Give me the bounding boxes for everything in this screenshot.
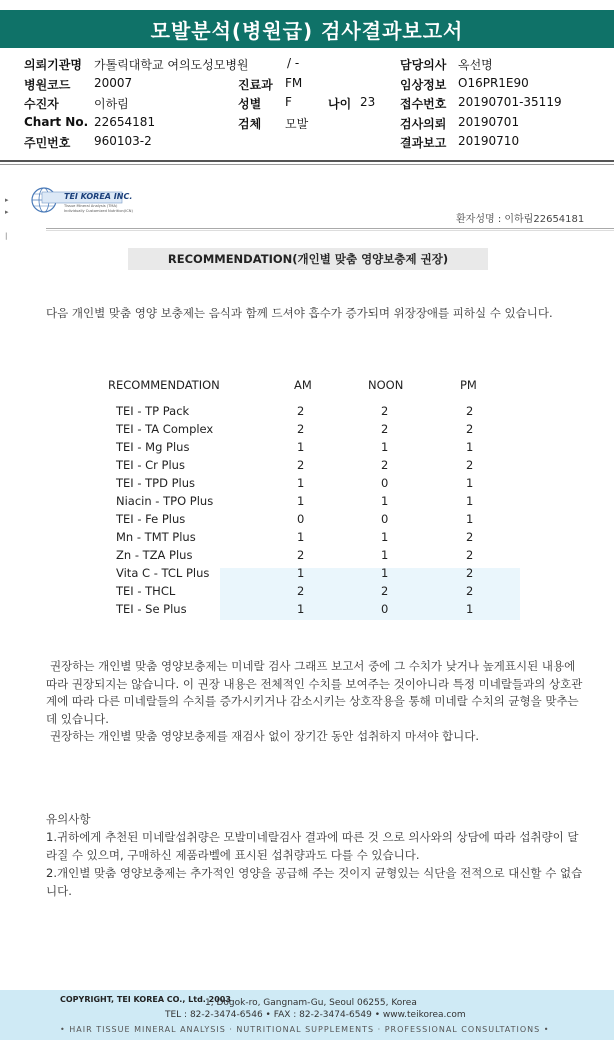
table-row [108,404,508,422]
table-row [108,548,508,566]
dose-am: 1 [297,602,305,616]
scan-mark: ▸ [5,208,9,216]
tei-logo [28,186,136,218]
dose-pm: 1 [466,512,474,526]
label-clinical-info: 임상정보 [400,78,447,92]
dose-noon: 1 [381,548,389,562]
label-age: 나이 [328,97,352,111]
label-result-report: 결과보고 [400,136,447,150]
dose-am: 1 [297,530,305,544]
table-row [108,566,508,584]
recommendation-notes [46,658,586,746]
value-hospital-code: 20007 [94,76,133,90]
supplement-name: TEI - Mg Plus [116,440,190,454]
header-noon: NOON [368,378,404,392]
label-patient: 수진자 [24,97,59,111]
label-hospital-code: 병원코드 [24,78,71,92]
value-receipt-number: 20190701-35119 [458,95,562,109]
label-receipt-number: 접수번호 [400,97,447,111]
recommendation-title: RECOMMENDATION(개인별 맞춤 영양보충제 권장) [128,248,488,270]
value-test-request: 20190701 [458,115,520,129]
value-doctor: 옥선명 [458,58,493,72]
globe-icon [28,186,136,218]
dose-noon: 1 [381,530,389,544]
patient-name-line [456,210,584,225]
dose-pm: 1 [466,476,474,490]
supplement-name: Vita C - TCL Plus [116,566,210,580]
patient-info-block [0,52,614,158]
dose-am: 2 [297,548,305,562]
logo-subtext-1: Tissue Mineral Analysis (TMA) [64,204,118,208]
dose-pm: 2 [466,458,474,472]
header-rule-light [46,230,614,231]
notes-paragraph-1: 권장하는 개인별 맞춤 영양보충제는 미네랄 검사 그래프 보고서 중에 그 수치가 낮거나 높게표시된 내용에 따라 권장되지는 않습니다. 이 권장 내용은 전체적인 수치를 보여주는 것이아니라 특정 미네랄들과의 상호관계에 따라 다른 미네랄들의 수치를 증가시키거나 감소시키는 상호작용을 통해 미네랄 수치의 균형을 맞추는데 있습니다. [46,659,583,726]
table-row [108,530,508,548]
supplement-name: Zn - TZA Plus [116,548,193,562]
table-header [108,378,508,396]
dose-noon: 2 [381,422,389,436]
caution-item-2: 2.개인별 맞춤 영양보충제는 추가적인 영양을 공급해 주는 것이지 균형있는 식단을 전적으로 대신할 수 없습니다. [46,866,583,898]
footer-service-strip: • HAIR TISSUE MINERAL ANALYSIS · NUTRITIONAL SUPPLEMENTS · PROFESSIONAL CONSULTATIONS • [60,1025,550,1034]
label-doctor: 담당의사 [400,58,447,72]
supplement-name: TEI - TP Pack [116,404,190,418]
dose-am: 1 [297,494,305,508]
value-specimen: 모발 [285,117,309,131]
value-patient: 이하림 [94,97,129,111]
info-divider-thin [0,164,614,165]
table-row [108,476,508,494]
caution-title: 유의사항 [46,812,91,826]
dose-pm: 2 [466,548,474,562]
value-resident-number: 960103-2 [94,134,152,148]
dose-pm: 1 [466,440,474,454]
dose-am: 0 [297,512,305,526]
dose-am: 1 [297,476,305,490]
dose-noon: 0 [381,602,389,616]
scan-mark: | [5,232,8,240]
value-sex: F [285,95,292,109]
dose-am: 2 [297,458,305,472]
info-divider [0,160,614,162]
dose-pm: 2 [466,584,474,598]
dose-noon: 1 [381,494,389,508]
dose-pm: 2 [466,530,474,544]
table-row [108,602,508,620]
caution-item-1: 1.귀하에게 추천된 미네랄섭취량은 모발미네랄검사 결과에 따른 것 으로 의사와의 상담에 따라 섭취량이 달라질 수 있으며, 구매하신 제품라벨에 표시된 섭취량과도 다를 수 있습니다. [46,830,579,862]
value-chart-no: 22654181 [94,115,156,129]
dose-noon: 1 [381,440,389,454]
label-department: 진료과 [238,78,273,92]
dose-am: 2 [297,422,305,436]
dose-pm: 2 [466,404,474,418]
patient-chart-number: 22654181 [533,214,585,225]
header-rule [46,228,614,229]
supplement-name: TEI - TPD Plus [116,476,196,490]
label-sex: 성별 [238,97,262,111]
intro-paragraph: 다음 개인별 맞춤 영양 보충제는 음식과 함께 드셔야 흡수가 증가되며 위장장애를 피하실 수 있습니다. [46,306,553,320]
label-requesting-institution: 의뢰기관명 [24,58,82,72]
dose-noon: 1 [381,566,389,580]
supplement-name: TEI - THCL [116,584,176,598]
dose-am: 1 [297,566,305,580]
dose-pm: 1 [466,494,474,508]
patient-name-label: 환자성명 : 이하림 [456,214,534,225]
supplement-name: Niacin - TPO Plus [116,494,214,508]
value-department: FM [285,76,303,90]
logo-text: TEI KOREA INC. [64,192,133,201]
value-institution-suffix: / - [287,56,300,70]
report-title: 모발분석(병원급) 검사결과보고서 [0,10,614,48]
footer-address: 1, Dogok-ro, Gangnam-Gu, Seoul 06255, Korea [205,998,417,1008]
dose-noon: 0 [381,476,389,490]
table-row [108,440,508,458]
supplement-name: TEI - Se Plus [116,602,187,616]
dose-noon: 2 [381,458,389,472]
value-clinical-info: O16PR1E90 [458,76,529,90]
supplement-name: TEI - Fe Plus [116,512,186,526]
table-row [108,584,508,602]
supplement-name: TEI - Cr Plus [116,458,185,472]
dose-noon: 2 [381,404,389,418]
value-age: 23 [360,95,376,109]
dose-am: 1 [297,440,305,454]
dose-noon: 2 [381,584,389,598]
logo-subtext-2: Individually Customized Nutrition(ICN) [64,209,133,213]
footer-copyright: COPYRIGHT, TEI KOREA CO., Ltd. 2003 [60,995,231,1004]
header-am: AM [294,378,312,392]
table-row [108,422,508,440]
value-requesting-institution: 가톨릭대학교 여의도성모병원 [94,58,249,72]
dose-noon: 0 [381,512,389,526]
notes-paragraph-2: 권장하는 개인별 맞춤 영양보충제를 재검사 없이 장기간 동안 섭취하지 마셔야 합니다. [50,729,480,743]
header-pm: PM [460,378,477,392]
report-footer [0,990,614,1040]
label-resident-number: 주민번호 [24,136,71,150]
header-recommendation: RECOMMENDATION [108,378,220,392]
dose-am: 2 [297,404,305,418]
dose-pm: 2 [466,566,474,580]
dose-pm: 1 [466,602,474,616]
label-specimen: 검체 [238,117,262,131]
scan-mark: ▸ [5,196,9,204]
table-row [108,458,508,476]
table-row [108,494,508,512]
supplement-name: Mn - TMT Plus [116,530,196,544]
label-test-request: 검사의뢰 [400,117,447,131]
dose-pm: 2 [466,422,474,436]
table-row [108,512,508,530]
label-chart-no: Chart No. [24,115,89,129]
supplement-name: TEI - TA Complex [116,422,214,436]
footer-contact: TEL : 82-2-3474-6546 • FAX : 82-2-3474-6549 • www.teikorea.com [165,1010,466,1020]
dose-am: 2 [297,584,305,598]
caution-section [46,810,586,900]
value-result-report: 20190710 [458,134,520,148]
